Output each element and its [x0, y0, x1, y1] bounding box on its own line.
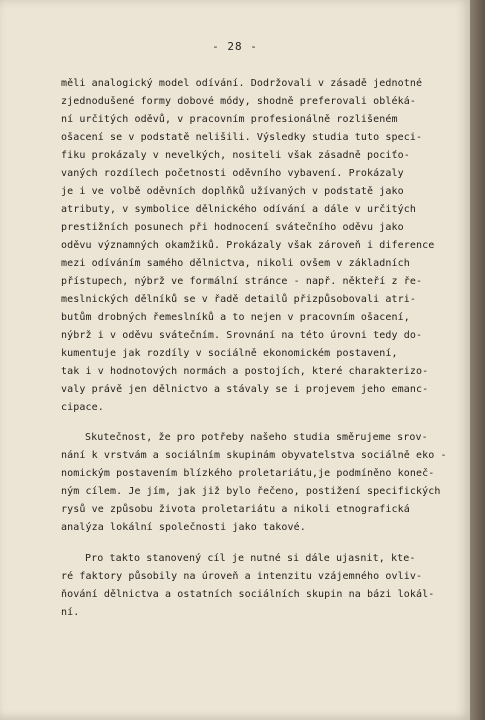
text-line: mezi odíváním samého dělnictva, nikoli ovšem v základních	[61, 258, 410, 269]
text-line: analýza lokální společnosti jako takové.	[61, 522, 306, 533]
text-line: fiku prokázaly v nevelkých, nositeli však zásadně pociťo-	[61, 150, 410, 161]
text-line: zjednodušené formy dobové módy, shodně preferovali obléká-	[61, 96, 416, 107]
text-line: tak i v hodnotových normách a postojích, které charakterizo-	[61, 366, 429, 377]
text-line: butům drobných řemeslníků a to nejen v pracovním ošacení,	[61, 312, 410, 323]
text-line: kumentuje jak rozdíly v sociálně ekonomickém postavení,	[61, 348, 398, 359]
text-line: vaných rozdílech početnosti oděvního vybavení. Prokázaly	[61, 168, 404, 179]
text-line: Pro takto stanovený cíl je nutné si dále ujasnit, kte-	[85, 553, 416, 564]
text-line: meslnických dělníků se v řadě detailů přizpůsobovali atri-	[61, 294, 416, 305]
text-line: ošacení se v podstatě nelišili. Výsledky studia tuto speci-	[61, 132, 423, 143]
text-line: valy právě jen dělnictvo a stávaly se i projevem jeho emanc-	[61, 384, 429, 395]
text-line: rysů ve způsobu života proletariátu a nikoli etnografická	[61, 504, 410, 515]
text-line: měli analogický model odívání. Dodržovali v zásadě jednotné	[61, 78, 423, 89]
text-line: nýbrž i v oděvu svátečním. Srovnání na této úrovni tedy do-	[61, 330, 423, 341]
page-edge-shadow	[470, 0, 485, 720]
page-number: - 28 -	[212, 40, 258, 53]
text-line: atributy, v symbolice dělnického odívání a dále v určitých	[61, 204, 416, 215]
text-line: ní.	[61, 607, 80, 618]
text-line: je i ve volbě oděvních doplňků užívaných v podstatě jako	[61, 186, 404, 197]
text-line: Skutečnost, že pro potřeby našeho studia směrujeme srov-	[85, 432, 428, 443]
text-line: ným cílem. Je jím, jak již bylo řečeno, postižení specifických	[61, 486, 441, 497]
text-line: nomickým postavením blízkého proletariátu,je podmíněno koneč-	[61, 468, 435, 479]
text-line: ní určitých oděvů, v pracovním profesionálně rozlišeném	[61, 114, 398, 125]
text-line: ňování dělnictva a ostatních sociálních skupin na bázi lokál-	[61, 589, 435, 600]
text-line: oděvu významných okamžiků. Prokázaly však zároveň i diference	[61, 240, 435, 251]
text-line: prestižních posunech při hodnocení svátečního oděvu jako	[61, 222, 404, 233]
text-line: cipace.	[61, 402, 104, 413]
text-line: ré faktory působily na úroveň a intenzitu vzájemného ovliv-	[61, 571, 423, 582]
text-line: nání k vrstvám a sociálním skupinám obyvatelstva sociálně eko -	[61, 450, 447, 461]
text-line: přístupech, nýbrž ve formální stránce - např. někteří z ře-	[61, 276, 423, 287]
